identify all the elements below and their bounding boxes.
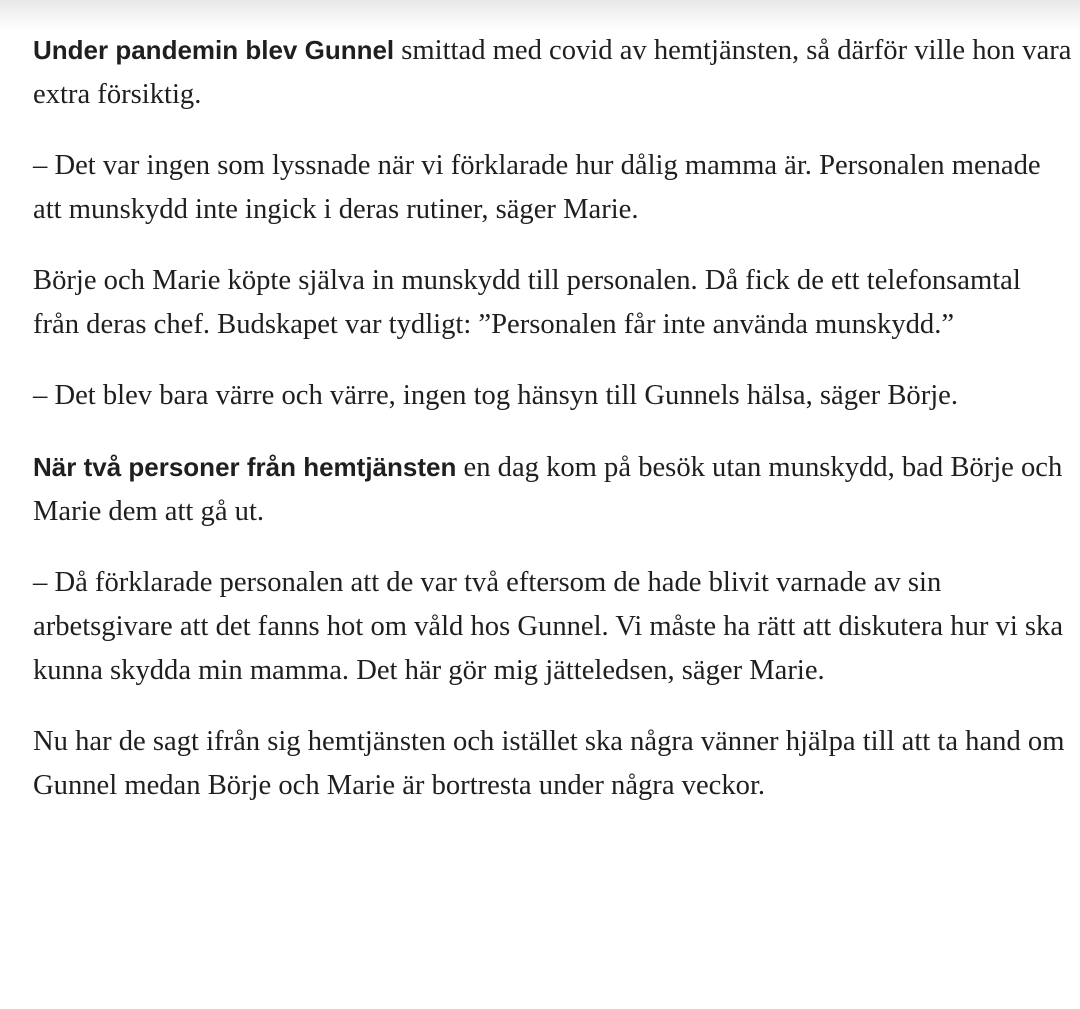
paragraph-text: Börje och Marie köpte själva in munskydd till personalen. Då fick de ett telefonsamtal från deras chef. Budskapet var tydligt: ”Personalen får inte använda munskydd.”	[33, 265, 1021, 340]
article-paragraph-3	[33, 259, 1073, 347]
paragraph-text: – Då förklarade personalen att de var två eftersom de hade blivit varnade av sin arbetsgivare att det fanns hot om våld hos Gunnel. Vi måste ha rätt att diskutera hur vi ska kunna skydda min mamma. Det här gör mig jätteledsen, säger Marie.	[33, 567, 1064, 686]
paragraph-text: – Det var ingen som lyssnade när vi förklarade hur dålig mamma är. Personalen menade att munskydd inte ingick i deras rutiner, säger Marie.	[33, 150, 1041, 225]
article-paragraph-6	[33, 561, 1073, 693]
article-body	[33, 28, 1073, 835]
paragraph-lead: Under pandemin blev Gunnel	[33, 35, 395, 65]
header-shadow	[0, 0, 1080, 30]
paragraph-text: smittad med covid av hemtjänsten, så därför ville hon vara extra försiktig.	[33, 35, 1072, 110]
article-paragraph-4	[33, 374, 1073, 418]
paragraph-text: – Det blev bara värre och värre, ingen tog hänsyn till Gunnels hälsa, säger Börje.	[33, 380, 959, 411]
article-paragraph-5	[33, 445, 1073, 534]
article-paragraph-1	[33, 28, 1073, 117]
article-paragraph-7	[33, 720, 1073, 808]
paragraph-text: en dag kom på besök utan munskydd, bad Börje och Marie dem att gå ut.	[33, 452, 1063, 527]
paragraph-lead: När två personer från hemtjänsten	[33, 452, 457, 482]
paragraph-text: Nu har de sagt ifrån sig hemtjänsten och istället ska några vänner hjälpa till att ta hand om Gunnel medan Börje och Marie är bortresta under några veckor.	[33, 726, 1065, 801]
article-paragraph-2	[33, 144, 1073, 232]
